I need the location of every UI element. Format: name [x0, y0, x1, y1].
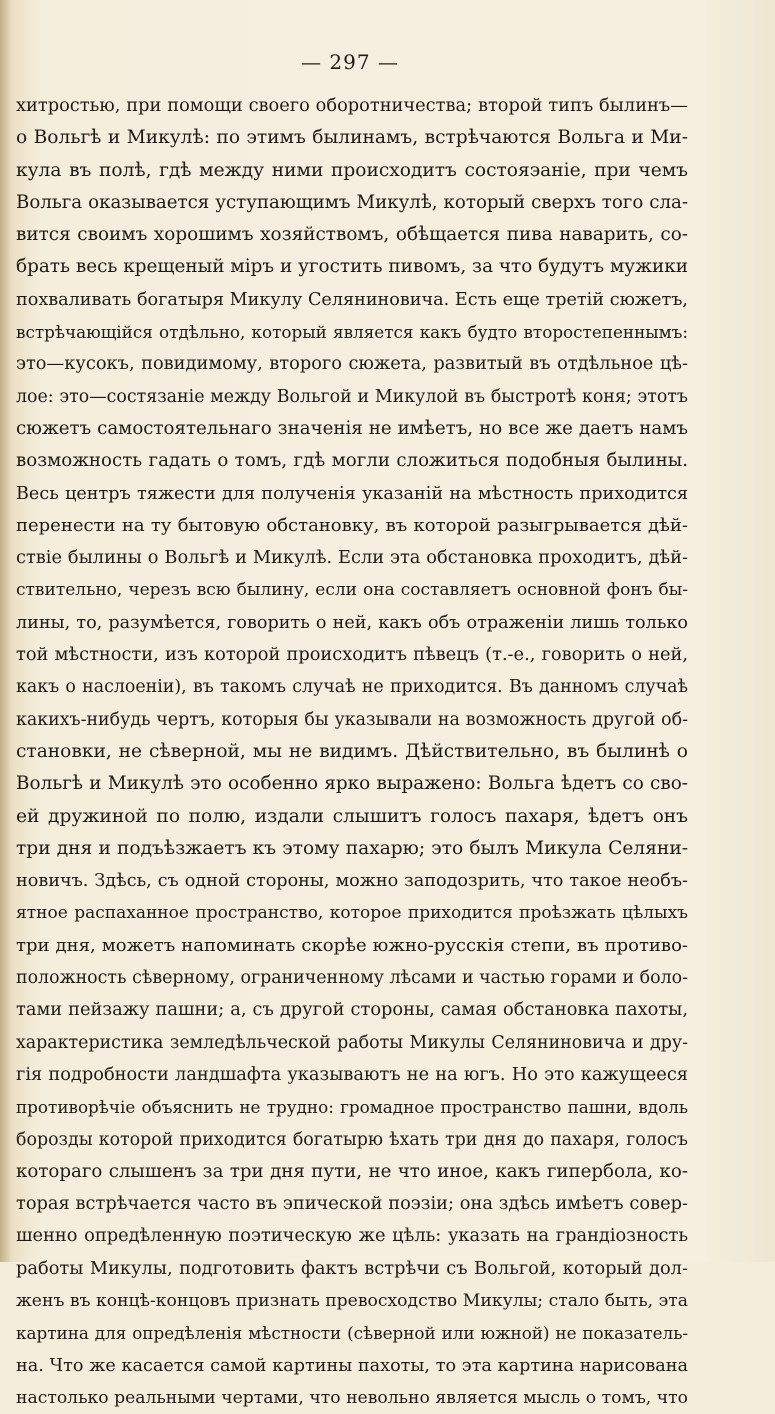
- text-line: ствительно, черезъ всю былину, если она составляетъ основной фонъ бы-: [16, 580, 688, 601]
- text-line: ей дружиной по полю, издали слышитъ голосъ пахаря, ѣдетъ онъ: [16, 805, 688, 827]
- text-line: лины, то, разумѣется, говорить о ней, какъ объ отраженіи лишь только: [16, 612, 688, 633]
- page-binding-edge: [0, 0, 10, 1262]
- text-line: тами пейзажу пашни; а, съ другой стороны, самая обстановка пахоты,: [16, 999, 688, 1021]
- text-line: шенно опредѣленную поэтическую же цѣль: указать на грандіозность: [16, 1225, 688, 1247]
- text-line: положность сѣверному, ограниченному лѣсами и частью горами и боло-: [16, 968, 688, 989]
- text-line: борозды которой приходится богатырю ѣхать три дня до пахаря, голосъ: [16, 1129, 688, 1150]
- text-line: той мѣстности, изъ которой происходитъ пѣвецъ (т.-е., говорить о ней,: [16, 644, 688, 666]
- text-line: вится своимъ хорошимъ хозяйствомъ, обѣщается пива наварить, со-: [16, 224, 688, 246]
- text-line: лое: это—состязаніе между Вольгой и Микулой въ быстротѣ коня; этотъ: [16, 386, 688, 407]
- text-line: перенести на ту бытовую обстановку, въ которой разыгрывается дѣй-: [16, 514, 688, 536]
- text-line: картина для опредѣленія мѣстности (сѣверной или южной) не показатель-: [16, 1323, 688, 1344]
- text-line: Вольга оказывается уступающимъ Микулѣ, который сверхъ того сла-: [16, 191, 688, 213]
- text-line: сюжетъ самостоятельнаго значенія не имѣетъ, но все же даетъ намъ: [16, 417, 688, 439]
- text-line: это—кусокъ, повидимому, второго сюжета, развитый въ отдѣльное цѣ-: [16, 353, 688, 375]
- text-line: настолько реальными чертами, что невольно является мысль о томъ, что: [16, 1387, 688, 1408]
- text-line: возможность гадать о томъ, гдѣ могли сложиться подобныя былины.: [16, 450, 688, 472]
- text-line: какъ о наслоеніи), въ такомъ случаѣ не приходится. Въ данномъ случаѣ: [16, 677, 688, 698]
- text-line: три дня, можетъ напоминать скорѣе южно-русскія степи, въ противо-: [16, 934, 688, 956]
- text-line: характеристика земледѣльческой работы Микулы Селяниновича и дру-: [16, 1032, 688, 1053]
- text-line: какихъ-нибудь чертъ, которыя бы указывали на возможность другой об-: [16, 709, 688, 730]
- text-line: новичъ. Здѣсь, съ одной стороны, можно заподозрить, что такое необъ-: [16, 871, 688, 892]
- text-line: брать весь крещеный міръ и угостить пивомъ, за что будутъ мужики: [16, 256, 688, 278]
- text-line: становки, не сѣверной, мы не видимъ. Дѣйствительно, въ былинѣ о: [16, 740, 688, 762]
- text-line: Весь центръ тяжести для полученія указаній на мѣстность приходится: [16, 483, 688, 504]
- text-line: на. Что же касается самой картины пахоты, то эта картина нарисована: [16, 1355, 688, 1376]
- text-line: ствіе былины о Вольгѣ и Микулѣ. Если эта обстановка проходитъ, дѣй-: [16, 547, 688, 569]
- text-line: противорѣчіе объяснить не трудно: громадное пространство пашни, вдоль: [16, 1097, 688, 1118]
- text-line: работы Микулы, подготовить фактъ встрѣчи съ Вольгой, который дол-: [16, 1257, 688, 1279]
- text-line: торая встрѣчается часто въ эпической поэзіи; она здѣсь имѣетъ совер-: [16, 1193, 688, 1215]
- page-number: — 297 —: [301, 50, 399, 74]
- text-line: три дня и подъѣзжаетъ къ этому пахарю; это былъ Микула Селяни-: [16, 837, 688, 859]
- text-line: встрѣчающійся отдѣльно, который является какъ будто второстепеннымъ:: [16, 322, 688, 343]
- text-line: гія подробности ландшафта указываютъ не на югъ. Но это кажущееся: [16, 1063, 688, 1085]
- text-line: женъ въ концѣ-концовъ признать превосходство Микулы; стало быть, эта: [16, 1290, 688, 1311]
- text-line: кула въ полѣ, гдѣ между ними происходитъ состояэаніе, при чемъ: [16, 159, 688, 181]
- page-body-text: [16, 90, 688, 1414]
- text-line: о Вольгѣ и Микулѣ: по этимъ былинамъ, встрѣчаются Вольга и Ми-: [16, 127, 688, 149]
- text-line: Вольгѣ и Микулѣ это особенно ярко выражено: Вольга ѣдетъ со сво-: [16, 773, 688, 795]
- text-line: похваливать богатыря Микулу Селяниновича. Есть еще третій сюжетъ,: [16, 289, 688, 310]
- text-line: котораго слышенъ за три дня пути, не что иное, какъ гипербола, ко-: [16, 1160, 688, 1182]
- text-line: хитростью, при помощи своего оборотничества; второй типъ былинъ—: [16, 95, 688, 116]
- text-line: ятное распаханное пространство, которое приходится проѣзжать цѣлыхъ: [16, 903, 688, 924]
